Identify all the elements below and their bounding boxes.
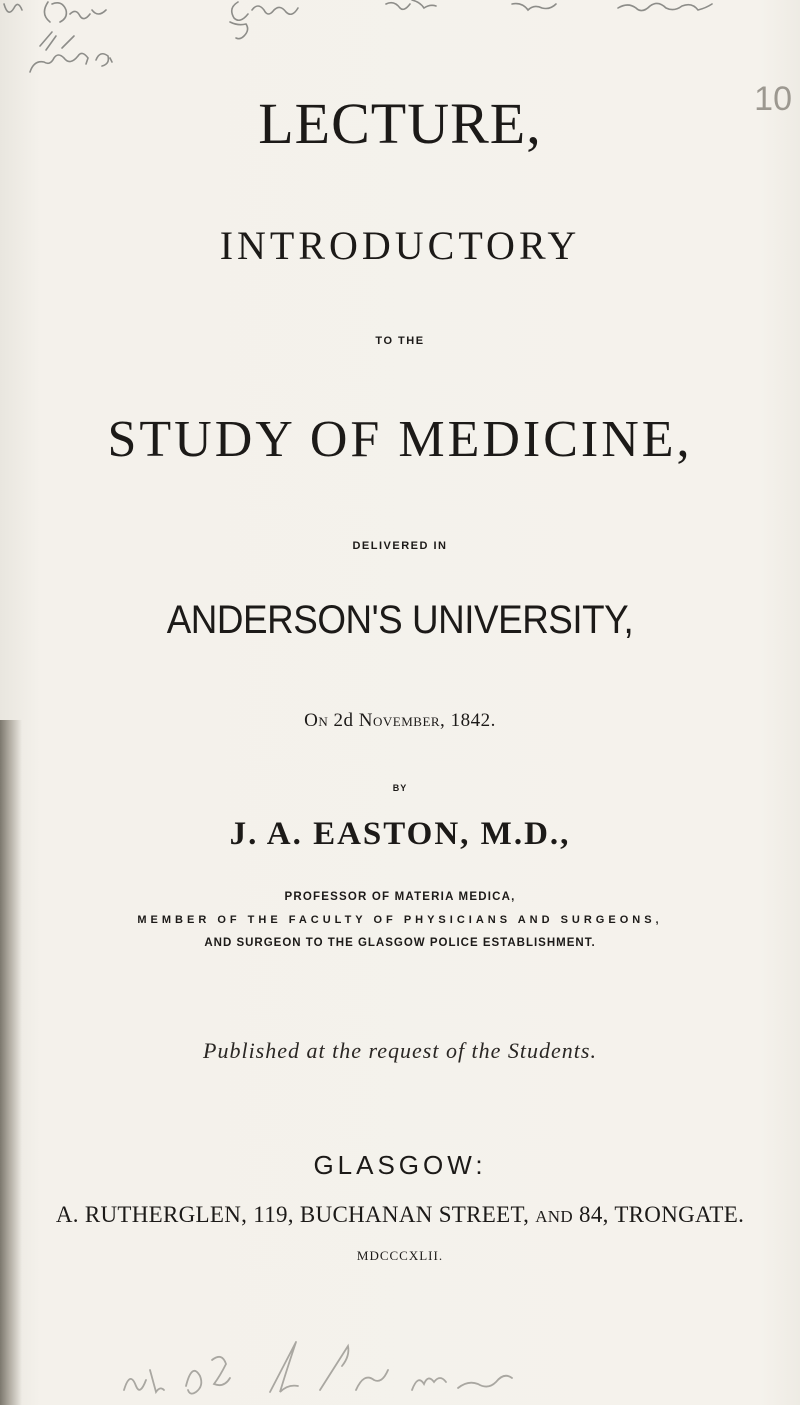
page-number: 10 [754, 80, 792, 118]
printer-second-address: 84, TRONGATE. [579, 1202, 745, 1227]
delivered-in-line: DELIVERED IN [352, 540, 448, 552]
page-title: LECTURE, [258, 91, 542, 156]
subtitle: INTRODUCTORY [219, 223, 581, 268]
author-name: J. A. EASTON, M.D., [229, 816, 571, 852]
author-role: MEMBER OF THE FACULTY OF PHYSICIANS AND SURGEONS, [137, 914, 663, 926]
delivery-date [0, 710, 800, 732]
imprint-city: GLASGOW: [313, 1150, 487, 1180]
publication-note: Published at the request of the Students. [203, 1038, 597, 1063]
printer-and: AND [535, 1207, 573, 1226]
printer-address: A. RUTHERGLEN, 119, BUCHANAN STREET, [55, 1202, 530, 1227]
date-year: 1842. [450, 710, 496, 731]
author-role: PROFESSOR OF MATERIA MEDICA, [284, 891, 516, 903]
date-day: 2d [333, 710, 354, 731]
author-role: AND SURGEON TO THE GLASGOW POLICE ESTABLISHMENT. [204, 937, 596, 949]
to-the-line: TO THE [375, 335, 425, 347]
subject-heading: STUDY OF MEDICINE, [107, 411, 693, 468]
institution-name: ANDERSON'S UNIVERSITY, [166, 598, 634, 642]
by-line: BY [392, 783, 408, 793]
imprint-printer [0, 1202, 800, 1228]
imprint-year: MDCCCXLII. [356, 1248, 444, 1263]
date-prefix: On [304, 710, 329, 731]
date-month: November, [358, 710, 446, 731]
handwritten-inscription-bottom [120, 1330, 600, 1405]
